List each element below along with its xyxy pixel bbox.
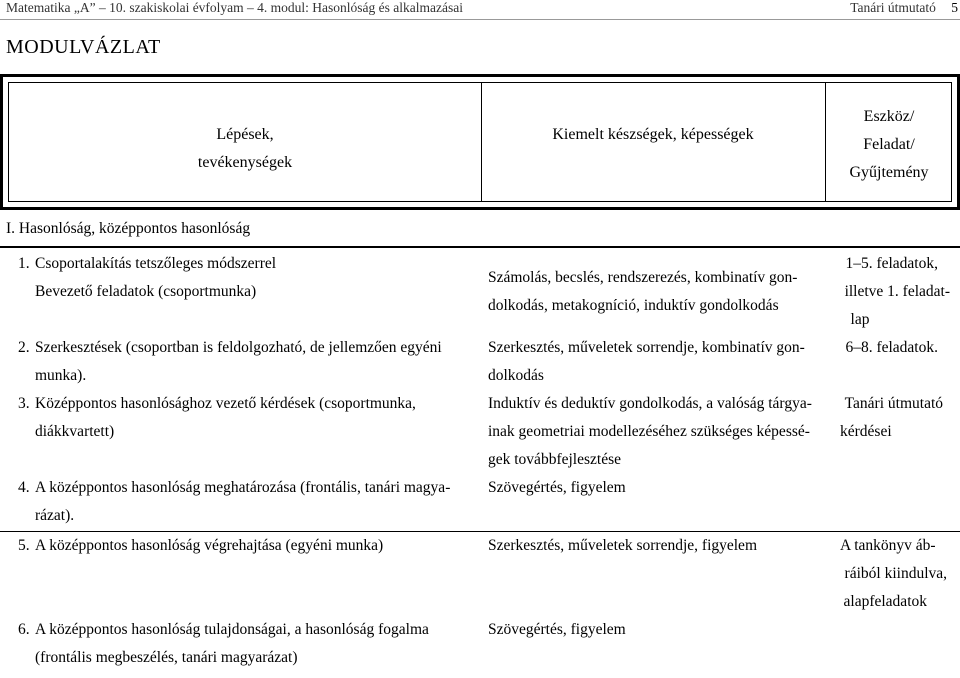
row5-tool-line2: ráiból kiindulva, bbox=[844, 565, 947, 582]
row6-step-line1 bbox=[18, 616, 429, 644]
row5-num: 5. bbox=[18, 537, 30, 554]
row3-skill-line1: Induktív és deduktív gondolkodás, a valóság tárgya- bbox=[488, 395, 812, 412]
row5-step-text1: A középpontos hasonlóság végrehajtása (egyéni munka) bbox=[35, 537, 384, 554]
row1-step-line2: Bevezető feladatok (csoportmunka) bbox=[35, 283, 257, 300]
row5-tool-line1: A tankönyv áb- bbox=[840, 537, 936, 554]
row3-skill-line3: gek továbbfejlesztése bbox=[488, 451, 621, 468]
row4-step-line2: rázat). bbox=[35, 507, 75, 524]
row5-step-line1 bbox=[18, 532, 383, 560]
row3-tool-line1: Tanári útmutató bbox=[844, 395, 943, 412]
header-col-skills: Kiemelt készségek, képességek bbox=[552, 126, 754, 143]
row3-skill-line2: inak geometriai modellezéséhez szükséges képessé- bbox=[488, 423, 810, 440]
row1-step-text1: Csoportalakítás tetszőleges módszerrel bbox=[35, 255, 277, 272]
row3-step-line2: diákkvartett) bbox=[35, 423, 115, 440]
row4-num: 4. bbox=[18, 479, 30, 496]
row3-step-text1: Középpontos hasonlósághoz vezető kérdések (csoportmunka, bbox=[35, 395, 416, 412]
header-right bbox=[850, 0, 958, 15]
row2-tool-line1: 6–8. feladatok. bbox=[845, 339, 938, 356]
section-rule bbox=[0, 246, 960, 248]
section-title: I. Hasonlóság, középpontos hasonlóság bbox=[6, 220, 251, 237]
module-title: MODULVÁZLAT bbox=[6, 36, 161, 58]
row6-step-text1: A középpontos hasonlóság tulajdonságai, a hasonlóság fogalma bbox=[35, 621, 429, 638]
row6-step-line2: (frontális megbeszélés, tanári magyarázat) bbox=[35, 649, 298, 666]
row2-step-line2: munka). bbox=[35, 367, 87, 384]
row6-num: 6. bbox=[18, 621, 30, 638]
header-col-tools-line1: Eszköz/ bbox=[863, 108, 915, 125]
row3-tool-line2: kérdései bbox=[840, 423, 892, 440]
header-col-tools-line2: Feladat/ bbox=[863, 136, 915, 153]
row2-skill-line2: dolkodás bbox=[488, 367, 544, 384]
header-col-tools-line3: Gyűjtemény bbox=[849, 164, 929, 181]
header-rule bbox=[0, 19, 960, 20]
header-right-text: Tanári útmutató bbox=[850, 0, 936, 15]
header-col-steps-line1: Lépések, bbox=[216, 126, 274, 143]
table-header-box bbox=[0, 74, 960, 210]
row4-step-line1 bbox=[18, 474, 450, 502]
row1-tool-line3: lap bbox=[850, 311, 870, 328]
row4-skill-line1: Szövegértés, figyelem bbox=[488, 479, 626, 496]
header-left-text: Matematika „A” – 10. szakiskolai évfolyam – 4. modul: Hasonlóság és alkalmazásai bbox=[6, 0, 463, 15]
page-number: 5 bbox=[951, 0, 958, 15]
row1-num: 1. bbox=[18, 255, 30, 272]
row1-skill-line2: dolkodás, metakogníció, induktív gondolkodás bbox=[488, 297, 779, 314]
row2-num: 2. bbox=[18, 339, 30, 356]
row3-num: 3. bbox=[18, 395, 30, 412]
row1-tool-line1: 1–5. feladatok, bbox=[845, 255, 938, 272]
header-col-steps bbox=[9, 121, 481, 177]
header-col-tools bbox=[825, 103, 953, 187]
row3-step-line1 bbox=[18, 390, 416, 418]
row5-tool-line3: alapfeladatok bbox=[843, 593, 927, 610]
row1-skill-line1: Számolás, becslés, rendszerezés, kombinatív gon- bbox=[488, 269, 798, 286]
row1-step-line1 bbox=[18, 250, 276, 278]
row5-skill-line1: Szerkesztés, műveletek sorrendje, figyelem bbox=[488, 537, 757, 554]
row2-skill-line1: Szerkesztés, műveletek sorrendje, kombinatív gon- bbox=[488, 339, 805, 356]
row4-step-text1: A középpontos hasonlóság meghatározása (frontális, tanári magya- bbox=[35, 479, 451, 496]
row2-step-text1: Szerkesztések (csoportban is feldolgozható, de jellemzően egyéni bbox=[35, 339, 442, 356]
table-header-inner bbox=[8, 82, 952, 202]
page-header bbox=[0, 0, 960, 20]
header-col-steps-line2: tevékenységek bbox=[197, 154, 293, 171]
row1-tool-line2: illetve 1. feladat- bbox=[844, 283, 950, 300]
row6-skill-line1: Szövegértés, figyelem bbox=[488, 621, 626, 638]
row2-step-line1 bbox=[18, 334, 442, 362]
